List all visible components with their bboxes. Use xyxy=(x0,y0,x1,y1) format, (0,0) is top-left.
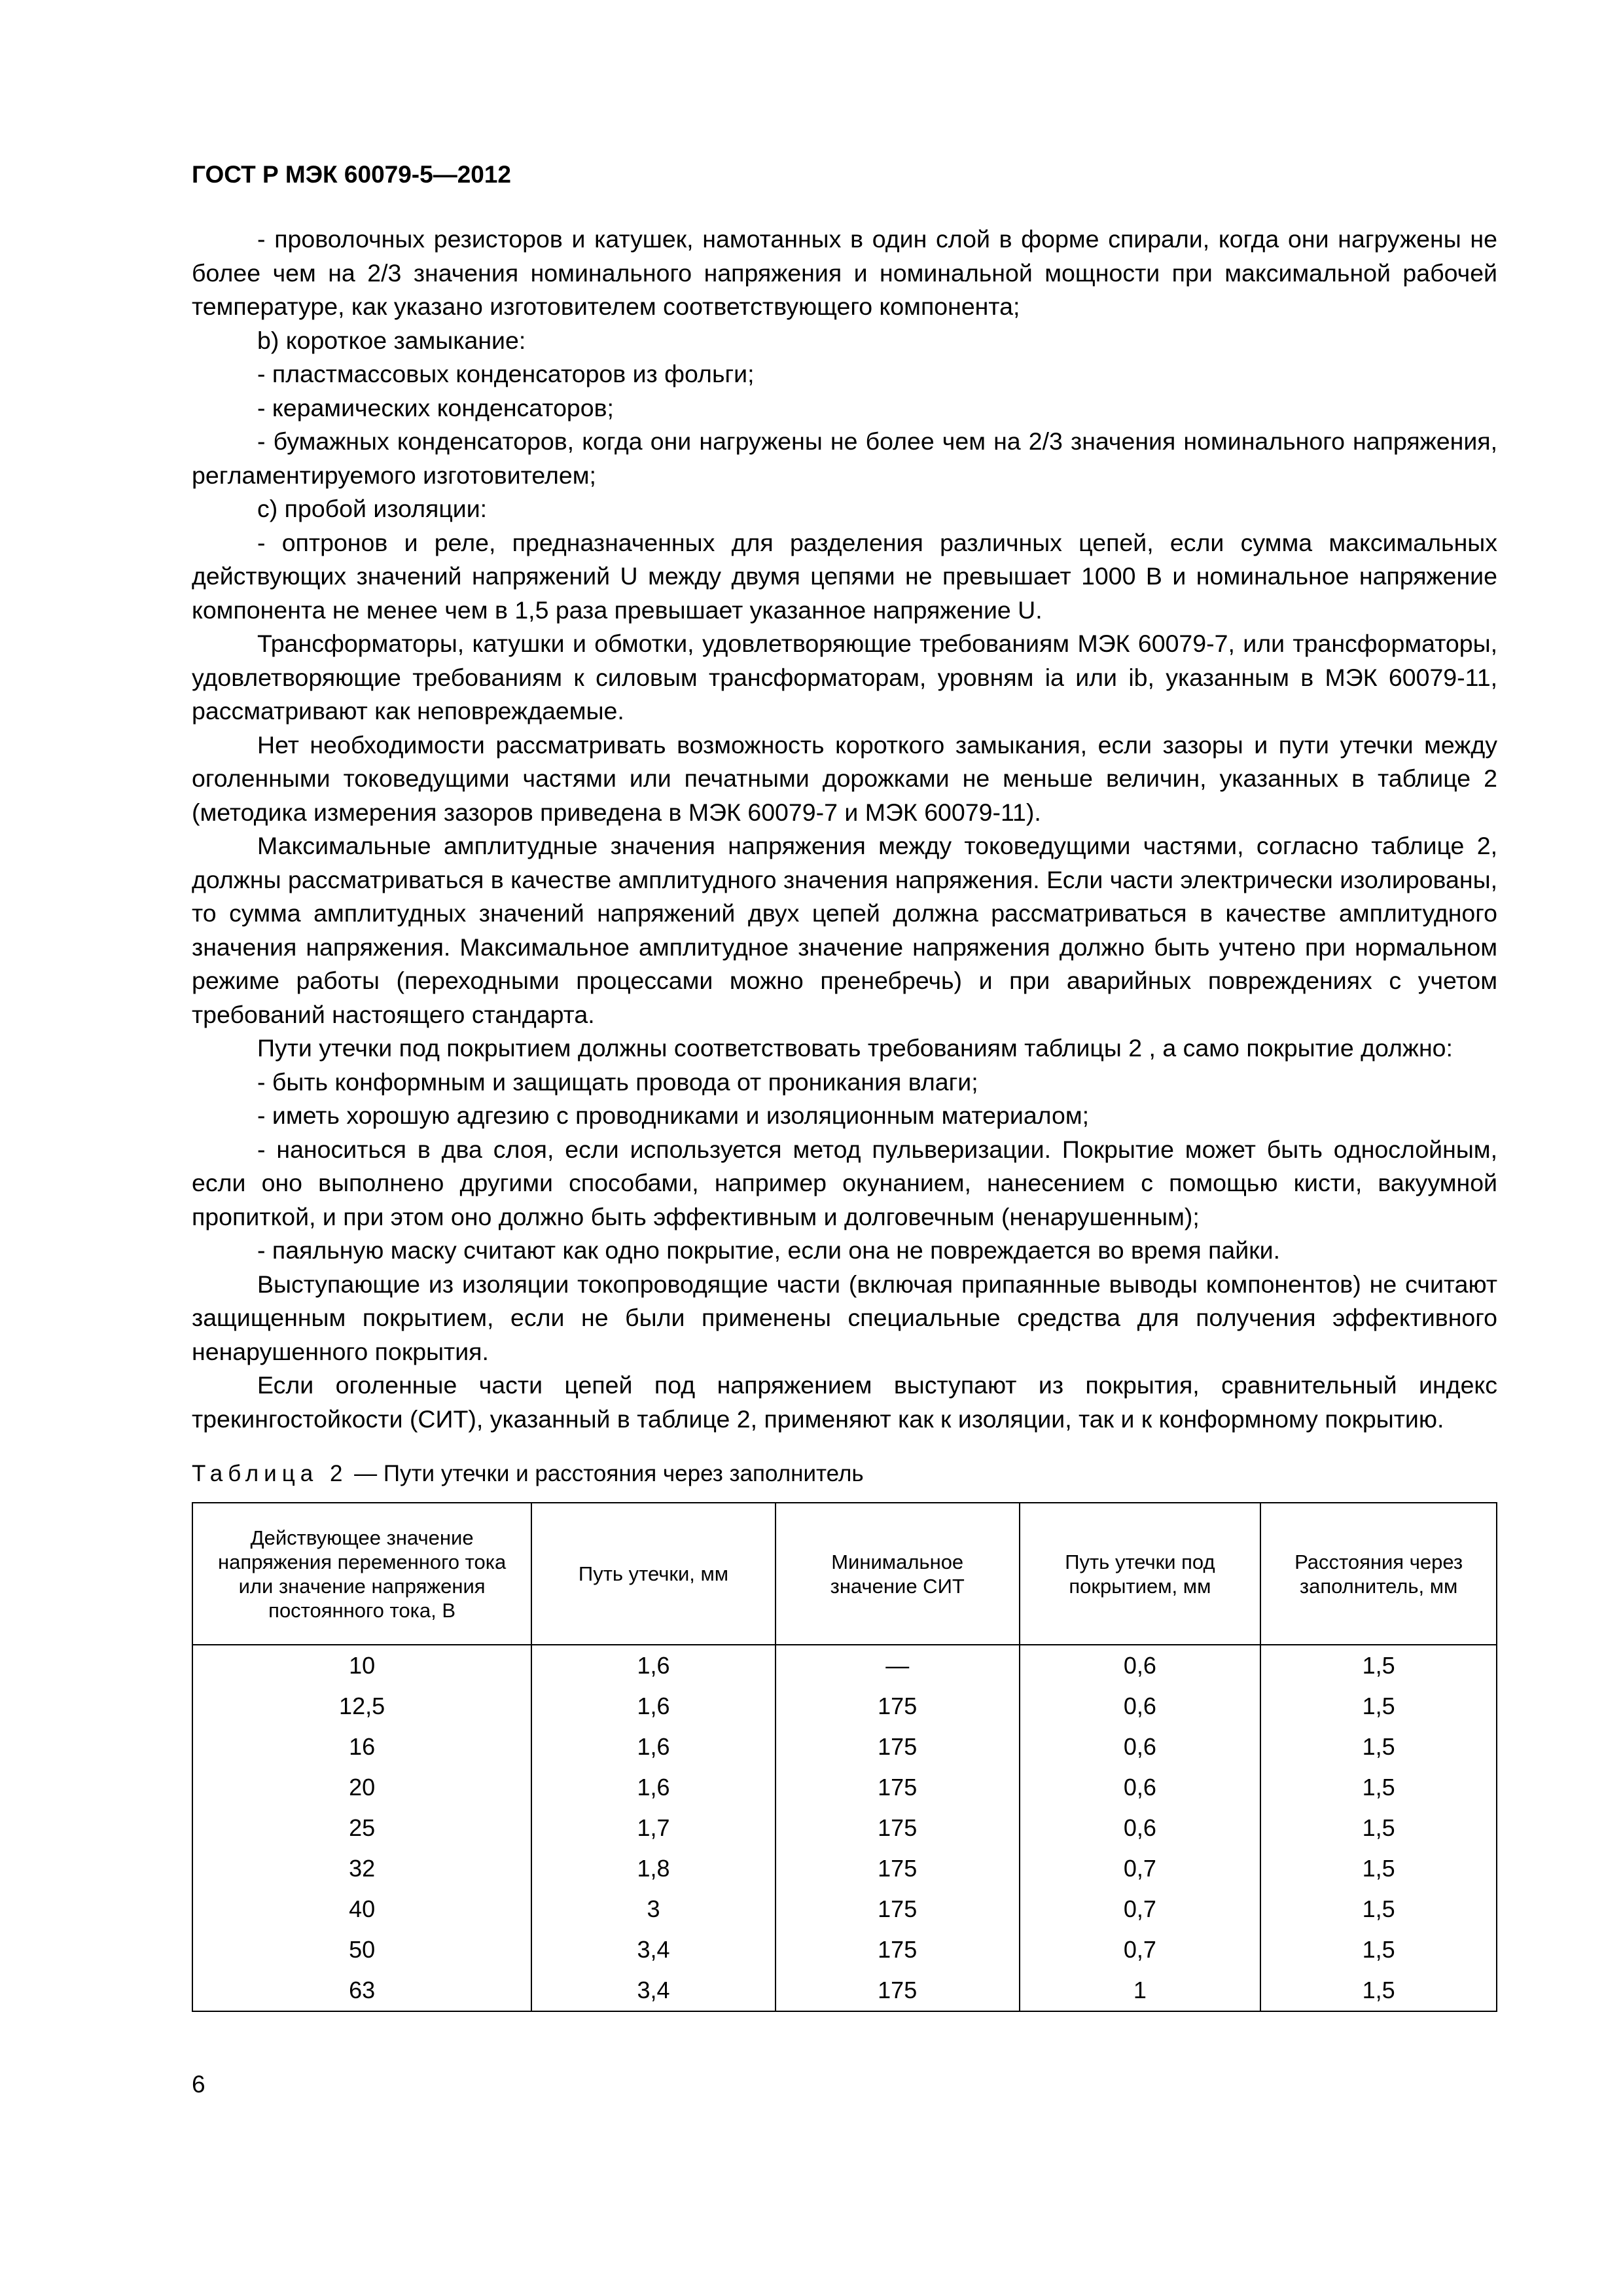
table-cell: 63 xyxy=(192,1970,531,2011)
table-cell: 0,6 xyxy=(1020,1686,1261,1727)
paragraph: Выступающие из изоляции токопроводящие части (включая припаянные выводы компонентов) не считают защищенным покрытием, если не были применены специальные средства для получения эффективного ненарушенного покрытия. xyxy=(192,1270,1497,1365)
table-row xyxy=(192,1808,1497,1848)
table-row xyxy=(192,1767,1497,1808)
table-row xyxy=(192,1970,1497,2011)
table-cell: 32 xyxy=(192,1848,531,1889)
table-cell: 1 xyxy=(1020,1970,1261,2011)
paragraph: - оптронов и реле, предназначенных для разделения различных цепей, если сумма максимальных действующих значений напряжений U между двумя цепями не превышает 1000 В и номинальное напряжение компонента не менее чем в 1,5 раза превышает указанное напряжение U. xyxy=(192,528,1497,624)
table-cell: 1,5 xyxy=(1260,1767,1497,1808)
table-cell: 0,7 xyxy=(1020,1848,1261,1889)
table-cell: 3 xyxy=(531,1889,776,1929)
table-cell: 40 xyxy=(192,1889,531,1929)
table-cell: 3,4 xyxy=(531,1929,776,1970)
table-cell: 175 xyxy=(776,1686,1020,1727)
table-cell: 0,7 xyxy=(1020,1889,1261,1929)
document-header: ГОСТ Р МЭК 60079-5—2012 xyxy=(192,161,512,188)
table-cell: 0,7 xyxy=(1020,1929,1261,1970)
paragraph: - наноситься в два слоя, если используется метод пульверизации. Покрытие может быть однослойным, если оно выполнено другими способами, например окунанием, нанесением с помощью кисти, вакуумной пропиткой, и при этом оно должно быть эффективным и долговечным (ненарушенным); xyxy=(192,1135,1497,1230)
paragraph: b) короткое замыкание: xyxy=(257,326,526,354)
table-cell: 1,5 xyxy=(1260,1645,1497,1686)
table-row xyxy=(192,1889,1497,1929)
table-cell: 20 xyxy=(192,1767,531,1808)
table-cell: 10 xyxy=(192,1645,531,1686)
table-cell: 175 xyxy=(776,1970,1020,2011)
table-cell: 175 xyxy=(776,1929,1020,1970)
table-cell: 1,5 xyxy=(1260,1929,1497,1970)
table-cell: 0,6 xyxy=(1020,1727,1261,1767)
table-cell: 1,6 xyxy=(531,1645,776,1686)
paragraph: - пластмассовых конденсаторов из фольги; xyxy=(257,360,755,387)
table-cell: 0,6 xyxy=(1020,1808,1261,1848)
table-cell: 1,5 xyxy=(1260,1889,1497,1929)
table-caption xyxy=(192,1461,864,1487)
header-distance-through-filler: Расстояния через заполнитель, мм xyxy=(1260,1503,1497,1645)
table-cell: 12,5 xyxy=(192,1686,531,1727)
header-voltage: Действующее значение напряжения переменного тока или значение напряжения постоянного тока, В xyxy=(192,1503,531,1645)
header-creepage-under-coating: Путь утечки под покрытием, мм xyxy=(1020,1503,1261,1645)
table-caption-label: Таблица 2 xyxy=(192,1461,348,1486)
table-cell: 1,8 xyxy=(531,1848,776,1889)
paragraph: Если оголенные части цепей под напряжением выступают из покрытия, сравнительный индекс трекингостойкости (СИТ), указанный в таблице 2, применяют как к изоляции, так и к конформному покрытию. xyxy=(192,1371,1497,1433)
table-row xyxy=(192,1848,1497,1889)
table-cell: 3,4 xyxy=(531,1970,776,2011)
table-cell: 1,6 xyxy=(531,1767,776,1808)
header-creepage: Путь утечки, мм xyxy=(531,1503,776,1645)
table-cell: — xyxy=(776,1645,1020,1686)
table-cell: 1,6 xyxy=(531,1727,776,1767)
paragraph: - иметь хорошую адгезию с проводниками и изоляционным материалом; xyxy=(257,1102,1090,1129)
table-cell: 1,5 xyxy=(1260,1808,1497,1848)
paragraph: Трансформаторы, катушки и обмотки, удовлетворяющие требованиям МЭК 60079-7, или трансформаторы, удовлетворяющие требованиям к силовым трансформаторам, уровням ia или ib, указанным в МЭК 60079-11, рассматривают как неповреждаемые. xyxy=(192,630,1497,725)
table-row xyxy=(192,1727,1497,1767)
paragraph: - паяльную маску считают как одно покрытие, если она не повреждается во время пайки. xyxy=(257,1236,1281,1264)
table-cell: 25 xyxy=(192,1808,531,1848)
table-cell: 1,5 xyxy=(1260,1970,1497,2011)
table-cell: 175 xyxy=(776,1767,1020,1808)
table-cell: 1,5 xyxy=(1260,1727,1497,1767)
paragraph: - проволочных резисторов и катушек, намотанных в один слой в форме спирали, когда они нагружены не более чем на 2/3 значения номинального напряжения и номинальной мощности при максимальной рабочей температуре, как указано изготовителем соответствующего компонента; xyxy=(192,225,1497,320)
page-number: 6 xyxy=(192,2071,205,2098)
paragraph: - быть конформным и защищать провода от проникания влаги; xyxy=(257,1067,978,1096)
table-cell: 175 xyxy=(776,1808,1020,1848)
table-cell: 1,5 xyxy=(1260,1686,1497,1727)
paragraph: Пути утечки под покрытием должны соответствовать требованиям таблицы 2 , а само покрытие должно: xyxy=(257,1034,1453,1062)
paragraph: - керамических конденсаторов; xyxy=(257,393,614,422)
creepage-table xyxy=(192,1502,1497,2012)
table-cell: 1,6 xyxy=(531,1686,776,1727)
table-cell: 175 xyxy=(776,1889,1020,1929)
table-row xyxy=(192,1929,1497,1970)
table-row xyxy=(192,1686,1497,1727)
header-cti: Минимальное значение СИТ xyxy=(776,1503,1020,1645)
paragraph: Нет необходимости рассматривать возможность короткого замыкания, если зазоры и пути утечки между оголенными токоведущими частями или печатными дорожками не меньше величин, указанных в таблице 2 (методика измерения зазоров приведена в МЭК 60079-7 и МЭК 60079-11). xyxy=(192,730,1497,826)
table-row xyxy=(192,1645,1497,1686)
table-cell: 0,6 xyxy=(1020,1767,1261,1808)
table-cell: 50 xyxy=(192,1929,531,1970)
table-cell: 0,6 xyxy=(1020,1645,1261,1686)
table-caption-text: — Пути утечки и расстояния через заполнитель xyxy=(348,1461,864,1486)
paragraph: - бумажных конденсаторов, когда они нагружены не более чем на 2/3 значения номинального напряжения, регламентируемого изготовителем; xyxy=(192,427,1497,489)
table-cell: 1,7 xyxy=(531,1808,776,1848)
table-cell: 175 xyxy=(776,1848,1020,1889)
table-cell: 16 xyxy=(192,1727,531,1767)
table-header-row xyxy=(192,1503,1497,1645)
paragraph: Максимальные амплитудные значения напряжения между токоведущими частями, согласно таблице 2, должны рассматриваться в качестве амплитудного значения напряжения. Если части электрически изолированы, то сумма амплитудных значений напряжений двух цепей должна рассматриваться в качестве амплитудного значения напряжения. Максимальное амплитудное значение напряжения должно быть учтено при нормальном режиме работы (переходными процессами можно пренебречь) и при аварийных повреждениях с учетом требований настоящего стандарта. xyxy=(192,832,1497,1028)
table-cell: 1,5 xyxy=(1260,1848,1497,1889)
body-text xyxy=(192,223,1497,1436)
table-cell: 175 xyxy=(776,1727,1020,1767)
paragraph: c) пробой изоляции: xyxy=(257,495,488,522)
